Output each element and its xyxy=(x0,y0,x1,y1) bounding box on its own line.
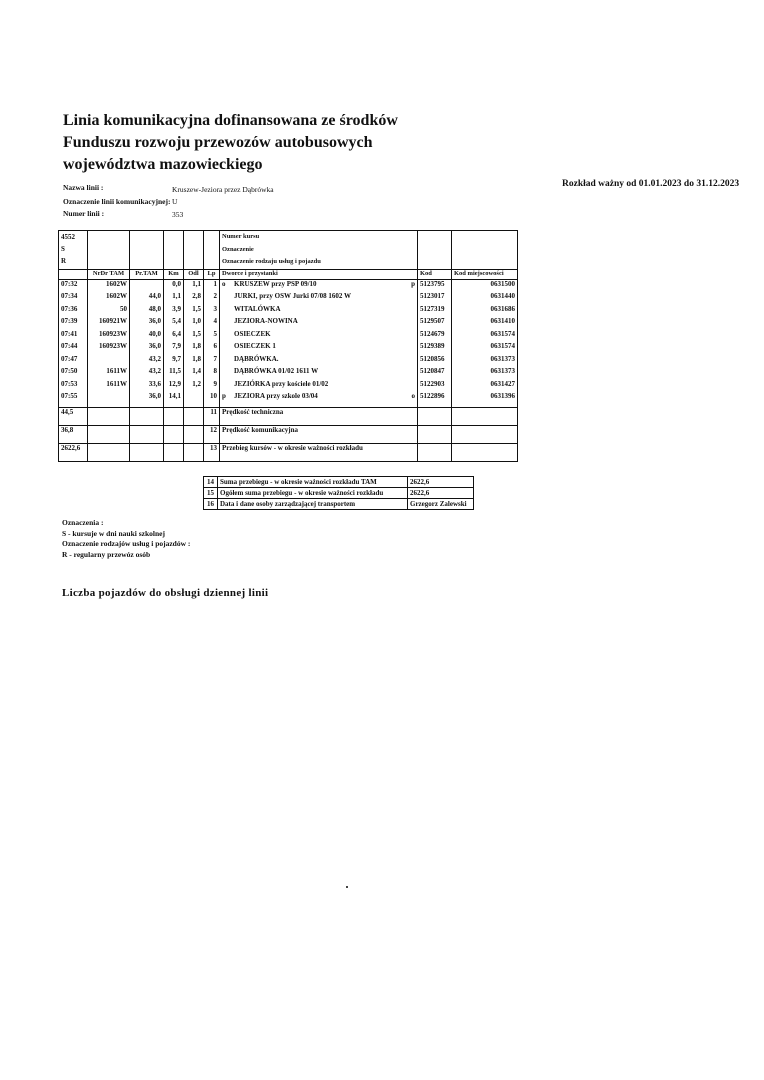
summary-row xyxy=(204,499,474,510)
stop-flag: o xyxy=(411,392,415,400)
document-title xyxy=(63,110,423,176)
service-type: R xyxy=(61,257,67,265)
stop-prtam: 48,0 xyxy=(148,304,161,313)
stop-lp: 10 xyxy=(210,392,217,400)
lp-column xyxy=(204,279,220,407)
commercial-speed-label: Prędkość komunikacyjna xyxy=(220,425,418,443)
title-line: województwa mazowieckiego xyxy=(63,156,263,173)
line-mark-label: Oznaczenie linii komunikacyjnej: xyxy=(63,197,171,206)
stop-name: KRUSZEW przy PSP 09/10 xyxy=(234,279,317,288)
course-number: 4552 xyxy=(61,233,75,241)
summary-value: 2622,6 xyxy=(408,488,474,499)
stop-mark xyxy=(222,355,234,368)
stop-line xyxy=(222,367,415,380)
stop-name: JEZIORA przy szkole 03/04 xyxy=(234,392,318,400)
header-right-labels xyxy=(220,231,418,270)
stop-km: 0,0 xyxy=(172,279,181,288)
stop-km: 3,9 xyxy=(172,304,181,313)
stop-odl: 1,5 xyxy=(192,329,201,338)
stop-km: 9,7 xyxy=(172,354,181,363)
stop-mark xyxy=(222,292,234,305)
stop-flag xyxy=(407,305,415,318)
stop-kod: 5120847 xyxy=(420,367,445,375)
stop-time: 07:36 xyxy=(61,304,78,313)
stop-mark: p xyxy=(222,392,226,400)
stop-odl: 2,8 xyxy=(192,292,201,300)
stop-flag: p xyxy=(411,279,415,288)
stop-name: JURKI, przy OSW Jurki 07/08 1602 W xyxy=(234,292,352,300)
stop-kod: 5129507 xyxy=(420,317,445,325)
stop-kodm: 0631410 xyxy=(490,317,515,325)
stop-nrdr: 160921W xyxy=(99,317,127,325)
stop-kod: 5129389 xyxy=(420,342,445,350)
stop-lp: 9 xyxy=(213,379,217,388)
stop-kodm: 0631373 xyxy=(490,354,515,363)
stop-flag xyxy=(407,380,415,393)
summary-lp: 14 xyxy=(204,477,218,488)
total-row xyxy=(59,443,518,461)
stop-odl: 1,2 xyxy=(192,379,201,388)
stop-time: 07:41 xyxy=(61,329,78,338)
legend-heading: Oznaczenie rodzajów usług i pojazdów : xyxy=(62,539,191,548)
vehicles-count-label: Liczba pojazdów do obsługi dziennej linii xyxy=(62,587,269,599)
col-kod-header: Kod xyxy=(418,269,452,279)
stop-line xyxy=(222,355,415,368)
stop-nrdr: 50 xyxy=(120,304,127,313)
stop-mark xyxy=(222,305,234,318)
stop-mark xyxy=(222,330,234,343)
stop-nrdr: 1611W xyxy=(106,367,127,375)
stop-time: 07:34 xyxy=(61,292,78,300)
stop-km: 7,9 xyxy=(172,342,181,350)
stop-prtam: 43,2 xyxy=(148,367,161,375)
stop-flag xyxy=(407,355,415,368)
stop-odl: 1,5 xyxy=(192,304,201,313)
stop-km: 1,1 xyxy=(172,292,181,300)
total-row xyxy=(59,407,518,425)
course-codes xyxy=(59,231,88,270)
total-lp: 12 xyxy=(204,425,220,443)
stop-odl: 1,8 xyxy=(192,354,201,363)
stop-odl: 1,1 xyxy=(192,279,201,288)
stop-odl: 1,8 xyxy=(192,342,201,350)
stop-prtam: 36,0 xyxy=(148,317,161,325)
stop-mark xyxy=(222,317,234,330)
stop-kod: 5123017 xyxy=(420,292,445,300)
times-column xyxy=(59,279,88,407)
stop-lp: 8 xyxy=(213,367,217,375)
stop-kod: 5120856 xyxy=(420,354,445,363)
col-nrdr-header: NrDr TAM xyxy=(88,269,130,279)
legend-heading: Oznaczenia : xyxy=(62,518,104,527)
stop-prtam: 40,0 xyxy=(148,329,161,338)
stop-kod: 5123795 xyxy=(420,279,445,288)
stop-kodm: 0631396 xyxy=(490,392,515,400)
stop-flag xyxy=(407,330,415,343)
stop-lp: 2 xyxy=(213,292,217,300)
km-column xyxy=(164,279,184,407)
stop-odl: 1,4 xyxy=(192,367,201,375)
stop-lp: 6 xyxy=(213,342,217,350)
col-stops-header: Dworce i przystanki xyxy=(220,269,418,279)
stop-flag xyxy=(407,367,415,380)
stop-kodm: 0631574 xyxy=(490,342,515,350)
stop-km: 14,1 xyxy=(168,392,181,400)
stop-odl: 1,0 xyxy=(192,317,201,325)
summary-table xyxy=(203,476,474,510)
col-km-header: Km xyxy=(164,269,184,279)
col-prtam-header: Pr.TAM xyxy=(130,269,164,279)
stop-nrdr: 160923W xyxy=(99,329,127,338)
stop-kod: 5122896 xyxy=(420,392,445,400)
technical-speed-value: 44,5 xyxy=(59,407,88,425)
summary-row xyxy=(204,477,474,488)
line-number-label: Numer linii : xyxy=(63,209,105,218)
stop-prtam: 44,0 xyxy=(148,292,161,300)
mileage-label: Przebieg kursów - w okresie ważności rozkładu xyxy=(220,443,418,461)
stop-prtam: 36,0 xyxy=(148,392,161,400)
summary-label: Suma przebiegu - w okresie ważności rozkładu TAM xyxy=(218,477,408,488)
stop-time: 07:39 xyxy=(61,317,78,325)
stop-line xyxy=(222,292,415,305)
stop-line xyxy=(222,380,415,393)
stop-flag xyxy=(407,342,415,355)
stop-kodm: 0631500 xyxy=(490,279,515,288)
timetable xyxy=(58,230,518,462)
stop-flag xyxy=(407,317,415,330)
stop-nrdr: 1602W xyxy=(106,279,127,288)
title-line: Funduszu rozwoju przewozów autobusowych xyxy=(63,134,373,151)
stop-flag xyxy=(407,292,415,305)
stop-mark xyxy=(222,342,234,355)
kodm-column xyxy=(452,279,518,407)
stop-line xyxy=(222,330,415,343)
stop-time: 07:32 xyxy=(61,279,78,288)
line-name-label: Nazwa linii : xyxy=(63,183,104,192)
stop-time: 07:47 xyxy=(61,354,78,363)
stop-name: JEZIÓRKA przy kościele 01/02 xyxy=(234,379,329,388)
col-lp-header: Lp xyxy=(204,269,220,279)
stop-lp: 3 xyxy=(213,304,217,313)
col-kodm-header: Kod miejscowości xyxy=(452,269,518,279)
stop-kodm: 0631427 xyxy=(490,379,515,388)
stop-name: WITALÓWKA xyxy=(234,304,281,313)
stop-name: DĄBRÓWKA. xyxy=(234,354,279,363)
stop-mark: o xyxy=(222,279,226,288)
col-odl-header: Odl xyxy=(184,269,204,279)
stop-odl xyxy=(186,392,201,405)
stop-time: 07:53 xyxy=(61,379,78,388)
stop-line xyxy=(222,342,415,355)
stop-lp: 1 xyxy=(213,279,217,288)
stop-nrdr xyxy=(90,355,127,368)
kod-column xyxy=(418,279,452,407)
mark-label: Oznaczenie xyxy=(222,245,254,253)
course-number-label: Numer kursu xyxy=(222,233,260,240)
total-lp: 13 xyxy=(204,443,220,461)
summary-lp: 15 xyxy=(204,488,218,499)
title-line: Linia komunikacyjna dofinansowana ze środków xyxy=(63,112,398,129)
stop-km: 11,5 xyxy=(169,367,181,375)
summary-lp: 16 xyxy=(204,499,218,510)
stop-name: DĄBRÓWKA 01/02 1611 W xyxy=(234,367,319,375)
stop-mark xyxy=(222,380,234,393)
scan-speck xyxy=(346,886,348,888)
stop-time: 07:50 xyxy=(61,367,78,375)
course-mark: S xyxy=(61,245,65,253)
stop-kod: 5124679 xyxy=(420,329,445,338)
stop-nrdr: 160923W xyxy=(99,342,127,350)
mileage-value: 2622,6 xyxy=(59,443,88,461)
validity-period: Rozkład ważny od 01.01.2023 do 31.12.2023 xyxy=(562,179,740,189)
stop-kodm: 0631574 xyxy=(490,329,515,338)
line-mark-value: U xyxy=(172,197,178,206)
stop-lp: 4 xyxy=(213,317,217,325)
line-name-value: Kruszew-Jeziora przez Dąbrówka xyxy=(172,185,274,194)
stop-lp: 7 xyxy=(213,354,217,363)
stop-lp: 5 xyxy=(213,329,217,338)
stop-kod: 5127319 xyxy=(420,304,445,313)
legend xyxy=(62,518,190,560)
stop-name: JEZIORA-NOWINA xyxy=(234,317,298,325)
summary-value: Grzegorz Zalewski xyxy=(408,499,474,510)
line-number-value: 353 xyxy=(172,210,184,219)
stop-mark xyxy=(222,367,234,380)
summary-value: 2622,6 xyxy=(408,477,474,488)
service-type-label: Oznaczenie rodzaju usług i pojazdu xyxy=(222,258,321,265)
stop-km: 12,9 xyxy=(168,379,181,388)
odl-column xyxy=(184,279,204,407)
summary-row xyxy=(204,488,474,499)
stop-name: OSIECZEK xyxy=(234,329,271,338)
prtam-column xyxy=(130,279,164,407)
stop-line xyxy=(222,305,415,318)
summary-label: Data i dane osoby zarządzającej transportem xyxy=(218,499,408,510)
legend-item: R - regularny przewóz osób xyxy=(62,549,151,559)
stop-km: 6,4 xyxy=(172,329,181,338)
stops-column xyxy=(220,279,418,407)
stop-time: 07:55 xyxy=(61,392,78,400)
total-lp: 11 xyxy=(204,407,220,425)
stop-name: OSIECZEK 1 xyxy=(234,342,276,350)
stop-prtam: 43,2 xyxy=(148,354,161,363)
stop-line xyxy=(222,392,415,405)
stop-kodm: 0631373 xyxy=(490,367,515,375)
total-row xyxy=(59,425,518,443)
stop-line xyxy=(222,280,415,293)
stop-line xyxy=(222,317,415,330)
summary-label: Ogółem suma przebiegu - w okresie ważności rozkładu xyxy=(218,488,408,499)
stop-nrdr: 1611W xyxy=(106,379,127,388)
technical-speed-label: Prędkość techniczna xyxy=(220,407,418,425)
stop-nrdr xyxy=(90,392,127,405)
legend-item: S - kursuje w dni nauki szkolnej xyxy=(62,528,165,538)
stop-prtam xyxy=(132,280,161,293)
stop-km: 5,4 xyxy=(172,317,181,325)
nrdr-column xyxy=(88,279,130,407)
stop-time: 07:44 xyxy=(61,342,78,350)
stop-kodm: 0631686 xyxy=(490,304,515,313)
commercial-speed-value: 36,8 xyxy=(59,425,88,443)
stop-prtam: 33,6 xyxy=(148,379,161,388)
stop-kod: 5122903 xyxy=(420,379,445,388)
stop-kodm: 0631440 xyxy=(490,292,515,300)
stop-prtam: 36,0 xyxy=(148,342,161,350)
stop-nrdr: 1602W xyxy=(106,292,127,300)
